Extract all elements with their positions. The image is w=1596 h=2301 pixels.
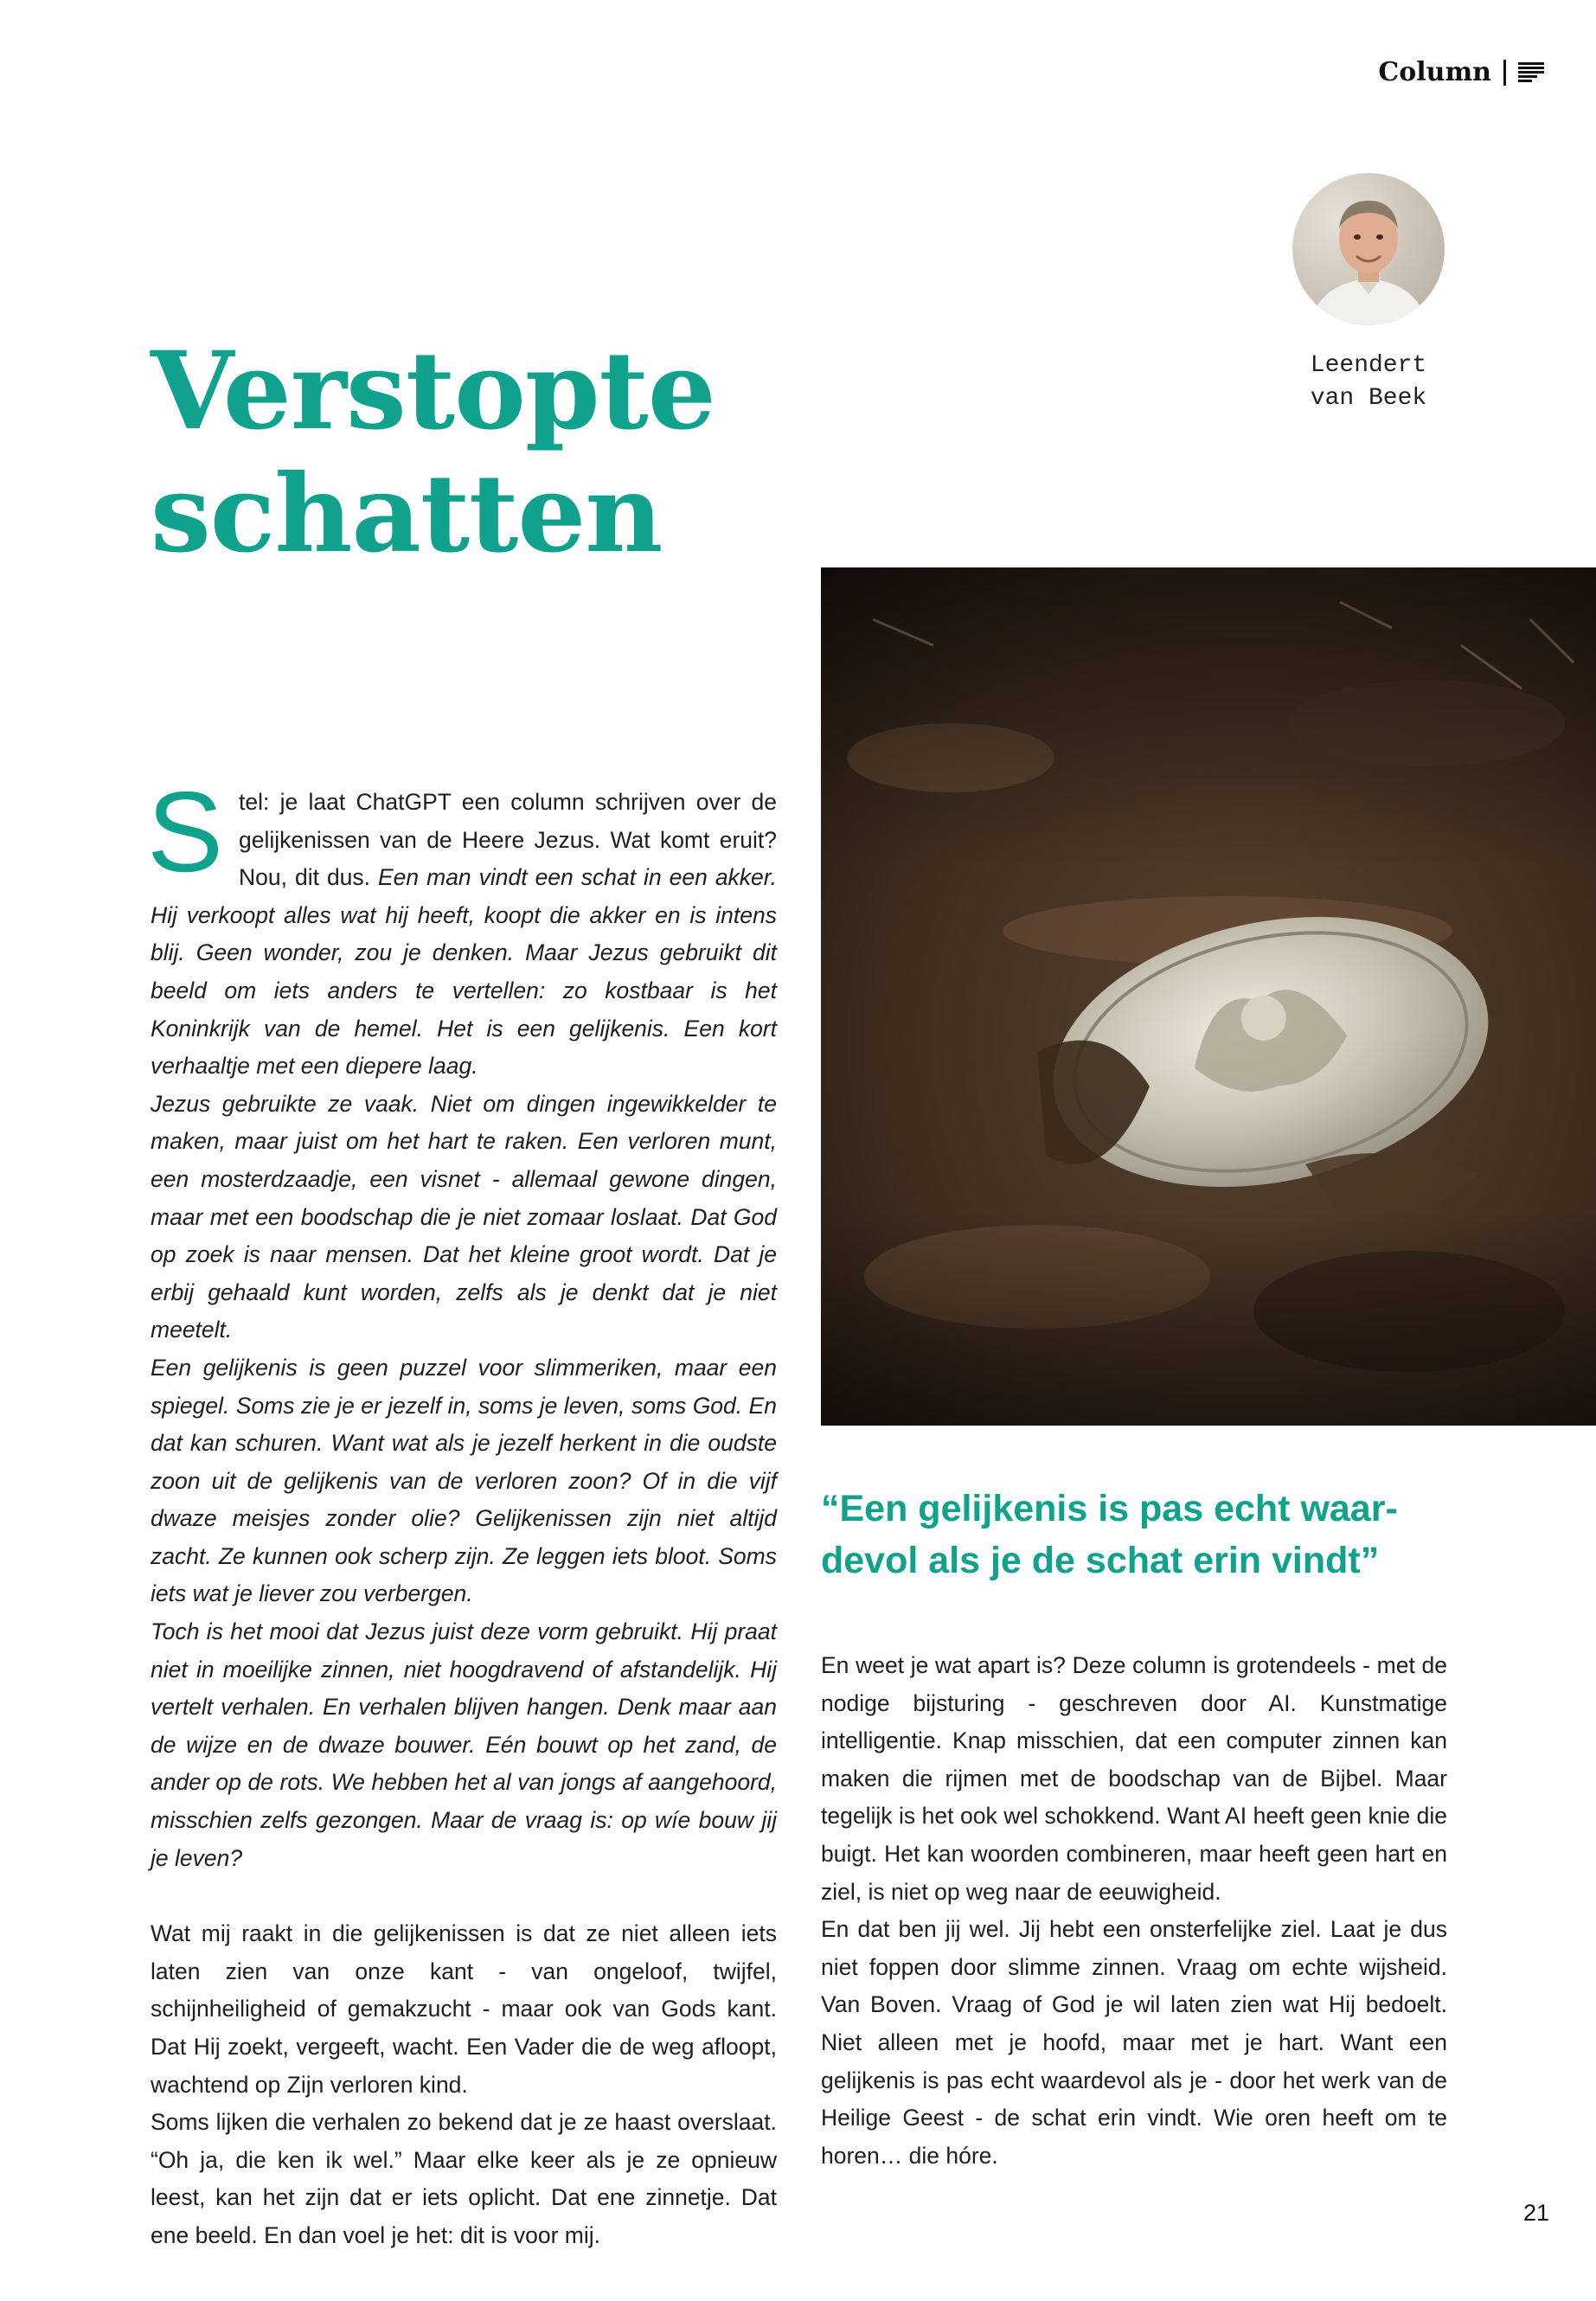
pull-quote-line-1: “Een gelijkenis is pas echt waar-	[821, 1488, 1398, 1529]
article-title	[151, 330, 715, 576]
pull-quote-line-2: devol als je de schat erin vindt”	[821, 1540, 1380, 1581]
section-label: Column	[1378, 57, 1491, 87]
article-body-left	[147, 768, 777, 2255]
author-first-name: Leendert	[1310, 352, 1427, 379]
body-paragraph: Jezus gebruikte ze vaak. Niet om dingen ingewikkelder te maken, maar juist om het hart te raken. Een verloren munt, een mosterdzaadje, een visnet - allemaal gewone dingen, maar met een boodschap die je niet zomaar loslaat. Dat God op zoek is naar mensen. Dat het kleine groot wordt. Dat je erbij gehaald kunt worden, zelfs als je denkt dat je niet meetelt.	[151, 1090, 777, 1343]
intro-plain-text: tel: je laat ChatGPT een column schrijven over de gelijkenissen van de Heere Jezus. Wat komt eruit? Nou, dit dus.	[239, 789, 777, 891]
body-paragraph: Toch is het mooi dat Jezus juist deze vorm gebruikt. Hij praat niet in moeilijke zinnen, niet hoogdravend of afstandelijk. Hij vertelt verhalen. En verhalen blijven hangen. Denk maar aan de wijze en de dwaze bouwer. Eén bouwt op het zand, de ander op de rots. We hebben het al van jongs af aangehoord, misschien zelfs gezongen. Maar de vraag is: op wíe bouw jij je leven?	[151, 1618, 777, 1871]
column-lines-icon	[1518, 62, 1544, 83]
section-tag	[1378, 57, 1544, 87]
author-last-name: van Beek	[1310, 385, 1427, 412]
coin-in-soil-photo	[821, 567, 1596, 1426]
body-paragraph: En dat ben jij wel. Jij hebt een onsterfelijke ziel. Laat je dus niet foppen door slimme zinnen. Vraag om echte wijsheid. Van Boven. Vraag of God je wil laten zien wat Hij bedoelt. Niet alleen met je hoofd, maar met je hart. Want een gelijkenis is pas echt waardevol als je - door het werk van de Heilige Geest - de schat erin vindt. Wie oren heeft om te horen… die hóre.	[821, 1916, 1447, 2169]
body-paragraph: Soms lijken die verhalen zo bekend dat je ze haast overslaat. “Oh ja, die ken ik wel.” Maar elke keer als je ze opnieuw leest, kan het zijn dat er iets oplicht. Dat ene zinnetje. Dat ene beeld. En dan voel je het: dit is voor mij.	[151, 2109, 777, 2248]
body-paragraph: Een gelijkenis is geen puzzel voor slimmeriken, maar een spiegel. Soms zie je er jezelf in, soms je leven, soms God. En dat kan schuren. Want wat als je jezelf herkent in die oudste zoon uit de gelijkenis van de verloren zoon? Of in die vijf dwaze meisjes zonder olie? Gelijkenissen zijn niet altijd zacht. Ze kunnen ook scherp zijn. Ze leggen iets bloot. Soms iets wat je liever zou verbergen.	[151, 1354, 777, 1607]
body-paragraph: Wat mij raakt in die gelijkenissen is dat ze niet alleen iets laten zien van onze kant - van ongeloof, twijfel, schijnheiligheid of gemakzucht - maar ook van Gods kant. Dat Hij zoekt, vergeeft, wacht. Een Vader die de weg afloopt, wachtend op Zijn verloren kind.	[151, 1920, 777, 2098]
intro-italic-text: Een man vindt een schat in een akker. Hij verkoopt alles wat hij heeft, koopt die akker en is intens blij. Geen wonder, zou je denken. Maar Jezus gebruikt dit beeld om iets anders te vertellen: zo kostbaar is het Koninkrijk van de hemel. Het is een gelijkenis. Een kort verhaaltje met een diepere laag.	[151, 864, 777, 1080]
pull-quote	[821, 1483, 1461, 1586]
page-number: 21	[1522, 2200, 1549, 2226]
intro-paragraph	[147, 768, 777, 1086]
body-paragraph: En weet je wat apart is? Deze column is grotendeels - met de nodige bijsturing - geschreven door AI. Kunstmatige intelligentie. Knap misschien, dat een computer zinnen kan maken die rijmen met de boodschap van de Bijbel. Maar tegelijk is het ook wel schokkend. Want AI heeft geen knie die buigt. Het kan woorden combineren, maar heeft geen hart en ziel, is niet op weg naar de eeuwigheid.	[821, 1652, 1447, 1905]
drop-cap: S	[147, 768, 224, 895]
section-divider	[1503, 60, 1506, 86]
title-line-1: Verstopte	[151, 329, 715, 454]
author-avatar	[1292, 173, 1445, 325]
author-name	[1275, 349, 1462, 415]
article-body-right	[821, 1647, 1447, 2175]
title-line-2: schatten	[151, 452, 663, 577]
